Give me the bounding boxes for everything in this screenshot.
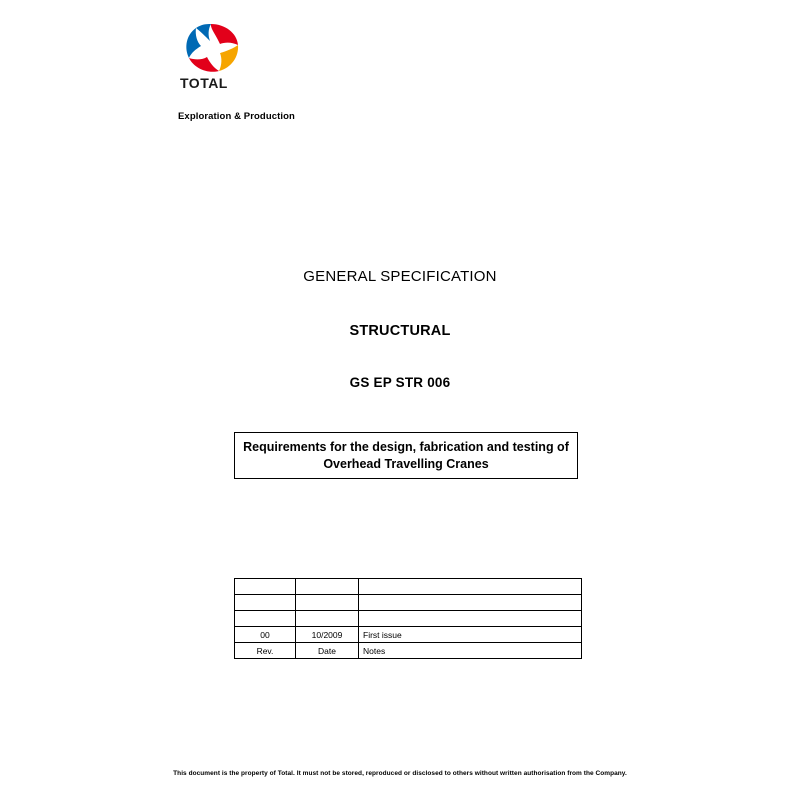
table-row	[235, 627, 582, 643]
cell-date	[296, 579, 359, 595]
subject-box	[234, 432, 578, 479]
header-rev: Rev.	[235, 643, 296, 659]
cell-notes	[359, 611, 582, 627]
cell-notes	[359, 579, 582, 595]
cell-notes: First issue	[359, 627, 582, 643]
header-notes: Notes	[359, 643, 582, 659]
cell-date: 10/2009	[296, 627, 359, 643]
brand-logo	[176, 22, 316, 91]
cell-notes	[359, 595, 582, 611]
table-row	[235, 611, 582, 627]
title-document-code: GS EP STR 006	[349, 375, 451, 390]
cell-rev	[235, 595, 296, 611]
subject-text: Requirements for the design, fabrication and testing of Overhead Travelling Cranes	[243, 439, 569, 471]
header-date: Date	[296, 643, 359, 659]
document-titles	[0, 268, 800, 390]
cell-date	[296, 595, 359, 611]
revision-table	[234, 578, 582, 659]
table-row	[235, 579, 582, 595]
cell-rev	[235, 611, 296, 627]
brand-subtitle: Exploration & Production	[178, 111, 295, 122]
table-row	[235, 595, 582, 611]
title-discipline: STRUCTURAL	[349, 323, 451, 339]
cell-rev: 00	[235, 627, 296, 643]
table-header-row	[235, 643, 582, 659]
total-logo-icon	[180, 22, 242, 74]
title-general-specification: GENERAL SPECIFICATION	[303, 268, 497, 285]
cell-rev	[235, 579, 296, 595]
brand-wordmark: TOTAL	[180, 75, 228, 91]
footer-legal-note: This document is the property of Total. It must not be stored, reproduced or disclosed to others without written authorisation from the Company.	[173, 770, 627, 777]
cell-date	[296, 611, 359, 627]
